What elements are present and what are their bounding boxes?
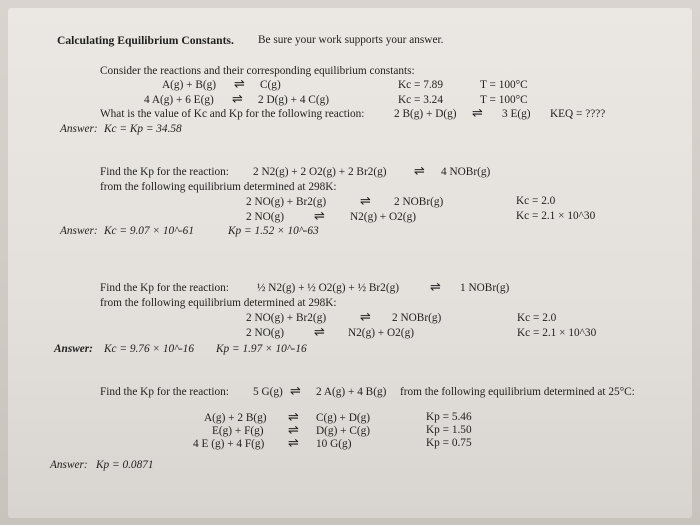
equilibrium-arrow-icon: ⇌ [414, 164, 425, 179]
p1-r2-right: 2 D(g) + 4 C(g) [258, 94, 330, 106]
p1-answer-label: Answer: [60, 123, 98, 135]
p2-target-right: 4 NOBr(g) [441, 166, 491, 178]
equilibrium-arrow-icon: ⇌ [232, 92, 243, 107]
equilibrium-arrow-icon: ⇌ [288, 436, 299, 451]
p3-find-prefix: Find the Kp for the reaction: [100, 282, 229, 294]
p3-from-line: from the following equilibrium determined at 298K: [100, 297, 337, 309]
instruction-text: Be sure your work supports your answer. [258, 34, 444, 46]
equilibrium-arrow-icon: ⇌ [234, 77, 245, 92]
p3-target-right: 1 NOBr(g) [460, 282, 510, 294]
p4-r3-left: 4 E (g) + 4 F(g) [193, 438, 265, 450]
p2-from-line: from the following equilibrium determined at 298K: [100, 181, 337, 193]
page-title: Calculating Equilibrium Constants. [57, 34, 234, 47]
p1-r1-k: Kc = 7.89 [398, 79, 443, 91]
p2-answer-kc: Kc = 9.07 × 10^-61 [104, 225, 194, 237]
p4-answer-value: Kp = 0.0871 [96, 459, 154, 471]
p3-target-left: ½ N2(g) + ½ O2(g) + ½ Br2(g) [257, 282, 400, 294]
equilibrium-arrow-icon: ⇌ [472, 106, 483, 121]
p3-r2-left: 2 NO(g) [246, 327, 284, 339]
p3-r1-right: 2 NOBr(g) [392, 312, 442, 324]
p1-r2-left: 4 A(g) + 6 E(g) [144, 94, 214, 106]
p2-find-prefix: Find the Kp for the reaction: [100, 166, 229, 178]
p2-answer-label: Answer: [60, 225, 98, 237]
p4-r2-left: E(g) + F(g) [212, 425, 264, 437]
p1-r2-k: Kc = 3.24 [398, 94, 443, 106]
p3-answer-kp: Kp = 1.97 × 10^-16 [216, 343, 307, 355]
p1-target-right: 3 E(g) [502, 108, 531, 120]
p2-r1-left: 2 NO(g) + Br2(g) [246, 196, 327, 208]
p2-r2-left: 2 NO(g) [246, 211, 284, 223]
p3-r2-right: N2(g) + O2(g) [348, 327, 414, 339]
equilibrium-arrow-icon: ⇌ [430, 280, 441, 295]
p4-from-line: from the following equilibrium determined at 25°C: [400, 386, 635, 398]
p1-target-left: 2 B(g) + D(g) [394, 108, 457, 120]
p4-target-left: 5 G(g) [253, 386, 283, 398]
p3-r1-k: Kc = 2.0 [517, 312, 557, 324]
p1-target-k: KEQ = ???? [550, 108, 606, 120]
p4-answer-label: Answer: [50, 459, 88, 471]
equilibrium-arrow-icon: ⇌ [314, 325, 325, 340]
p3-r2-k: Kc = 2.1 × 10^30 [517, 327, 597, 339]
equilibrium-arrow-icon: ⇌ [360, 194, 371, 209]
p4-r1-left: A(g) + 2 B(g) [204, 412, 267, 424]
p2-r2-k: Kc = 2.1 × 10^30 [516, 210, 596, 222]
p1-r1-left: A(g) + B(g) [162, 79, 217, 91]
equilibrium-arrow-icon: ⇌ [314, 209, 325, 224]
p2-target-left: 2 N2(g) + 2 O2(g) + 2 Br2(g) [253, 166, 387, 178]
equilibrium-arrow-icon: ⇌ [288, 410, 299, 425]
p1-intro: Consider the reactions and their corresponding equilibrium constants: [100, 65, 415, 77]
p3-r1-left: 2 NO(g) + Br2(g) [246, 312, 327, 324]
equilibrium-arrow-icon: ⇌ [288, 423, 299, 438]
p1-question: What is the value of Kc and Kp for the following reaction: [100, 108, 365, 120]
p4-r2-k: Kp = 1.50 [426, 424, 472, 436]
equilibrium-arrow-icon: ⇌ [290, 384, 301, 399]
p2-answer-kp: Kp = 1.52 × 10^-63 [228, 225, 319, 237]
p4-r3-k: Kp = 0.75 [426, 437, 472, 449]
p1-answer-value: Kc = Kp = 34.58 [104, 123, 182, 135]
p4-target-right: 2 A(g) + 4 B(g) [316, 386, 387, 398]
p1-r1-right: C(g) [260, 79, 281, 91]
p3-answer-kc: Kc = 9.76 × 10^-16 [104, 343, 194, 355]
p4-r3-right: 10 G(g) [316, 438, 352, 450]
p4-r1-k: Kp = 5.46 [426, 411, 472, 423]
equilibrium-arrow-icon: ⇌ [360, 310, 371, 325]
p4-r1-right: C(g) + D(g) [316, 412, 371, 424]
p3-answer-label: Answer: [54, 343, 93, 355]
p1-r2-temp: T = 100°C [480, 94, 528, 106]
p2-r1-right: 2 NOBr(g) [394, 196, 444, 208]
p2-r1-k: Kc = 2.0 [516, 195, 556, 207]
p4-find-prefix: Find the Kp for the reaction: [100, 386, 229, 398]
p2-r2-right: N2(g) + O2(g) [350, 211, 416, 223]
p4-r2-right: D(g) + C(g) [316, 425, 371, 437]
p1-r1-temp: T = 100°C [480, 79, 528, 91]
